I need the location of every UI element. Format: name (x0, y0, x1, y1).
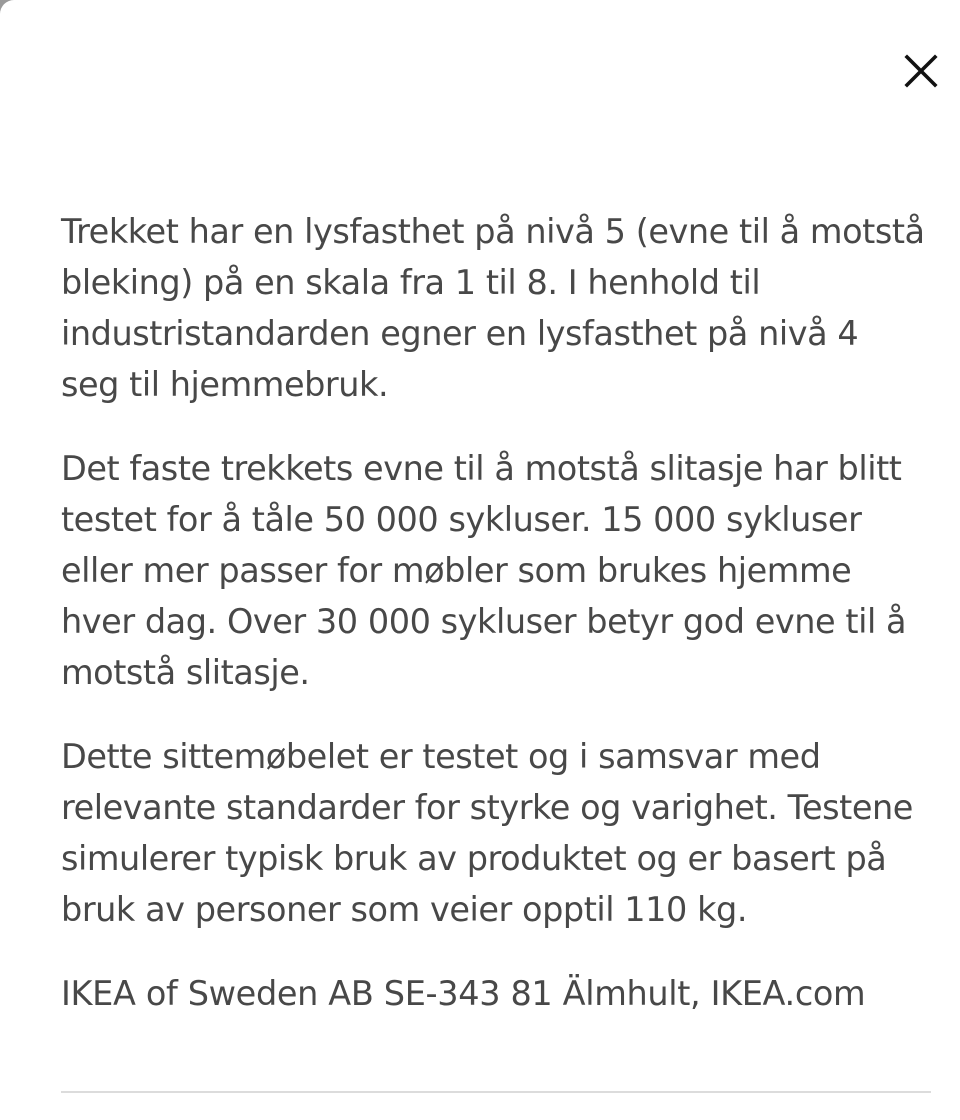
product-info-text (61, 206, 941, 1052)
abrasion-resistance-paragraph: Det faste trekkets evne til å motstå slitasje har blitt testet for å tåle 50 000 sykluser. 15 000 sykluser eller mer passer for møbler som brukes hjemme hver dag. Over 30 000 sykluser betyr god evne til å motstå slitasje. (61, 449, 907, 692)
manufacturer-address: IKEA of Sweden AB SE-343 81 Älmhult, IKEA.com (61, 974, 866, 1013)
close-button[interactable] (896, 46, 946, 96)
durability-paragraph: Dette sittemøbelet er testet og i samsvar med relevante standarder for styrke og varighet. Testene simulerer typisk bruk av produktet og er basert på bruk av personer som veier opptil 110 kg. (61, 737, 913, 929)
divider (61, 1091, 931, 1093)
close-icon (904, 54, 938, 88)
light-fastness-paragraph: Trekket har en lysfasthet på nivå 5 (evne til å motstå bleking) på en skala fra 1 til 8. I henhold til industristandarden egner en lysfasthet på nivå 4 seg til hjemmebruk. (61, 212, 925, 404)
